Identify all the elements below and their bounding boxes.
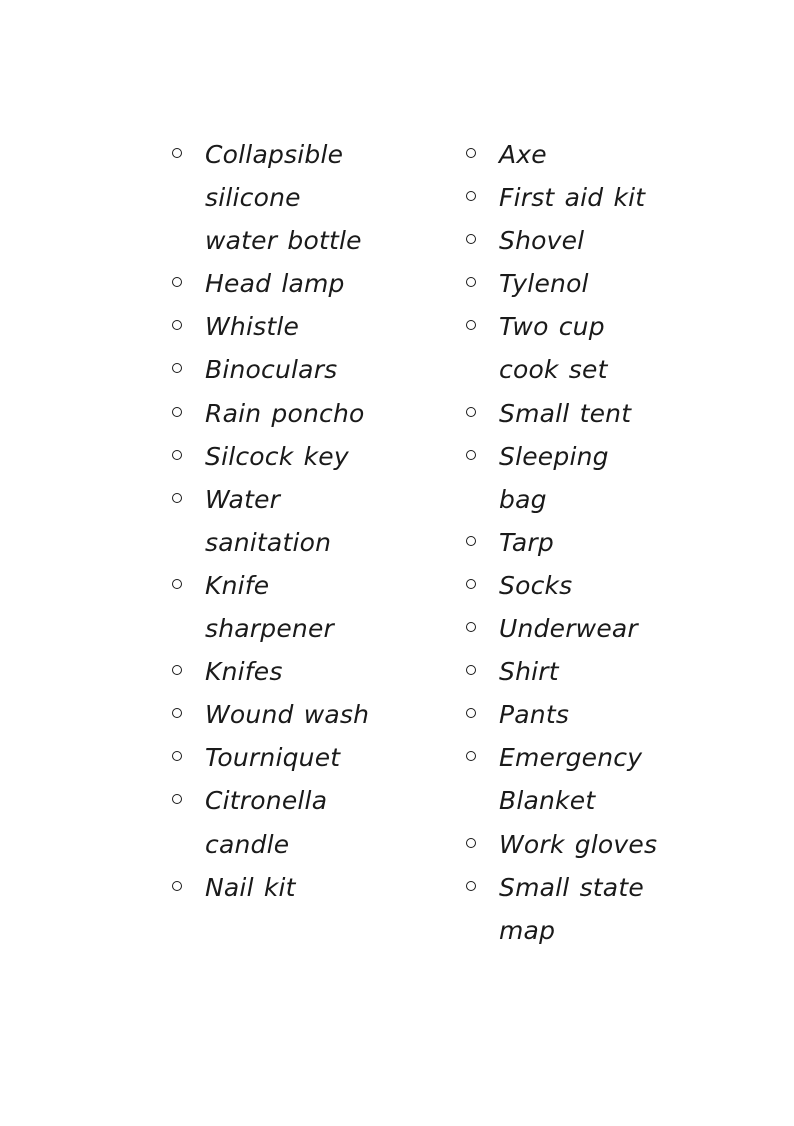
list-item [172, 779, 377, 865]
list-item [466, 823, 666, 866]
circle-bullet-icon [466, 450, 476, 460]
list-item [172, 478, 377, 564]
item-label: Silcock key [205, 441, 349, 471]
circle-bullet-icon [172, 148, 182, 158]
circle-bullet-icon [172, 363, 182, 373]
list-item [466, 650, 666, 693]
list-item [466, 392, 666, 435]
circle-bullet-icon [172, 277, 182, 287]
item-label: Shirt [499, 657, 559, 687]
list-item [466, 693, 666, 736]
item-label: Axe [499, 140, 547, 169]
circle-bullet-icon [172, 751, 182, 761]
circle-bullet-icon [172, 450, 182, 460]
item-label: Head lamp [205, 269, 345, 299]
list-item [466, 607, 666, 650]
list-item [466, 176, 666, 219]
circle-bullet-icon [466, 277, 476, 287]
item-label: Tourniquet [205, 743, 341, 773]
item-label: Rain poncho [205, 398, 365, 428]
list-item [466, 564, 666, 607]
circle-bullet-icon [172, 407, 182, 417]
circle-bullet-icon [172, 665, 182, 675]
list-item [466, 305, 666, 391]
circle-bullet-icon [172, 794, 182, 804]
list-item [172, 305, 377, 348]
item-label: Knife sharpener [205, 570, 335, 644]
list-item [172, 262, 377, 305]
item-label: Knifes [205, 657, 283, 687]
list-item [172, 693, 377, 736]
circle-bullet-icon [466, 234, 476, 244]
circle-bullet-icon [466, 622, 476, 632]
list-item [172, 564, 377, 650]
list-item [466, 435, 666, 521]
item-label: Citronella candle [205, 786, 328, 859]
item-label: Socks [499, 570, 573, 600]
circle-bullet-icon [466, 881, 476, 891]
circle-bullet-icon [466, 407, 476, 417]
list-item [172, 133, 377, 262]
list-item [172, 392, 377, 435]
item-label: Tarp [499, 527, 554, 557]
list-item [466, 262, 666, 305]
circle-bullet-icon [172, 493, 182, 503]
circle-bullet-icon [172, 320, 182, 330]
circle-bullet-icon [466, 536, 476, 546]
checklist-right-column [466, 133, 666, 952]
item-label: Pants [499, 700, 570, 730]
item-label: Nail kit [205, 872, 296, 902]
item-label: Shovel [499, 226, 585, 256]
circle-bullet-icon [466, 579, 476, 589]
item-label: Two cup cook set [499, 312, 608, 385]
circle-bullet-icon [466, 751, 476, 761]
item-label: Tylenol [499, 269, 589, 299]
item-label: Sleeping bag [499, 441, 609, 514]
item-label: First aid kit [499, 183, 646, 213]
list-item [172, 736, 377, 779]
circle-bullet-icon [466, 708, 476, 718]
item-label: Collapsible silicone water bottle [205, 140, 362, 256]
item-label: Wound wash [205, 700, 370, 730]
item-label: Binoculars [205, 355, 338, 385]
circle-bullet-icon [466, 320, 476, 330]
list-item [172, 866, 377, 909]
circle-bullet-icon [466, 148, 476, 158]
list-item [466, 219, 666, 262]
checklist-left-column [172, 133, 377, 909]
list-item [466, 736, 666, 822]
item-label: Water sanitation [205, 484, 332, 557]
list-item [172, 348, 377, 391]
circle-bullet-icon [172, 579, 182, 589]
list-item [172, 650, 377, 693]
circle-bullet-icon [172, 708, 182, 718]
item-label: Underwear [499, 614, 638, 644]
circle-bullet-icon [466, 838, 476, 848]
circle-bullet-icon [466, 191, 476, 201]
circle-bullet-icon [172, 881, 182, 891]
list-item [466, 866, 666, 952]
item-label: Small state map [499, 872, 644, 945]
item-label: Small tent [499, 398, 632, 428]
item-label: Whistle [205, 312, 300, 342]
item-label: Work gloves [499, 829, 658, 859]
item-label: Emergency Blanket [499, 743, 643, 816]
list-item [466, 133, 666, 176]
circle-bullet-icon [466, 665, 476, 675]
list-item [172, 435, 377, 478]
list-item [466, 521, 666, 564]
